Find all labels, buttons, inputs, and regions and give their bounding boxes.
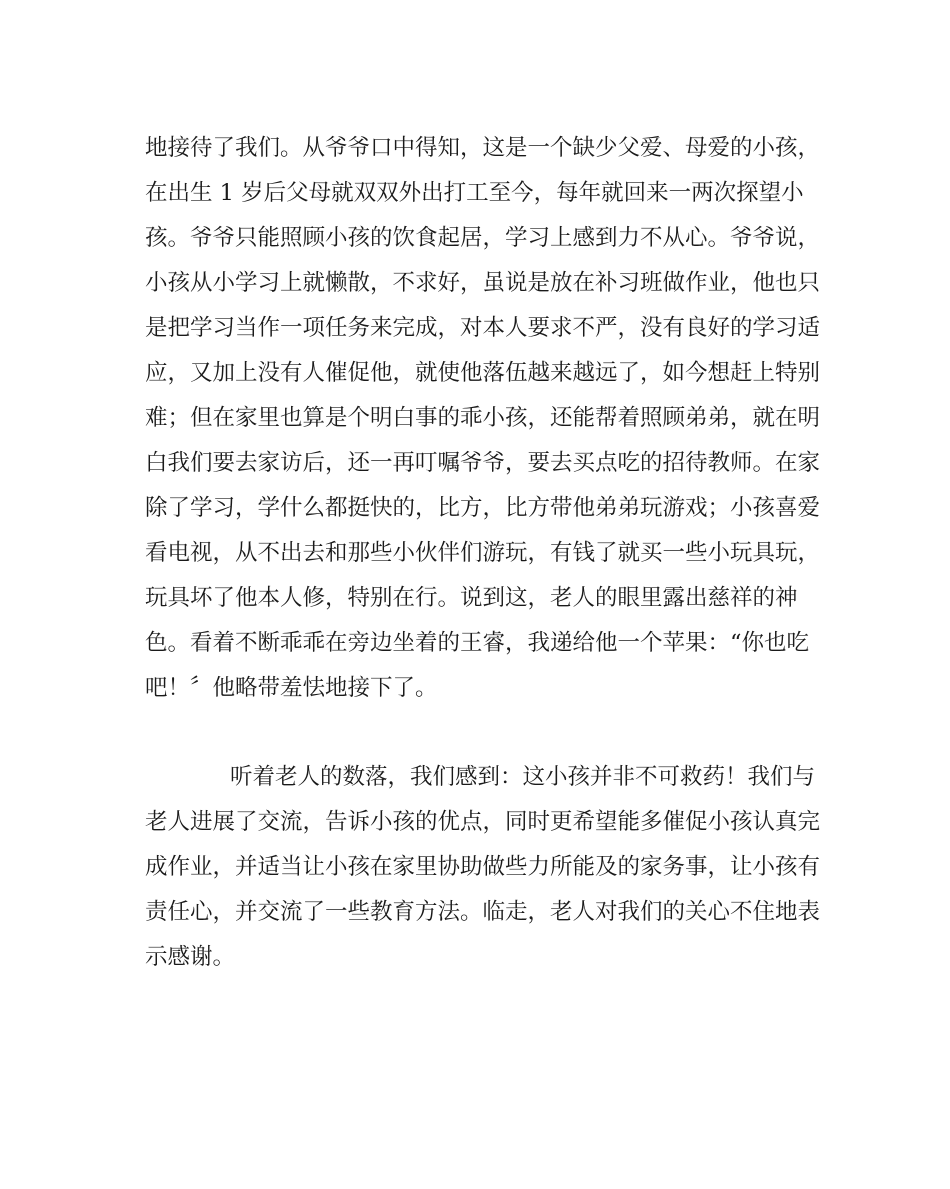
paragraph-line: 成作业，并适当让小孩在家里协助做些力所能及的家务事，让小孩有 <box>145 854 821 880</box>
paragraph-line: 是把学习当作一项任务来完成，对本人要求不严，没有良好的学习适 <box>145 315 821 341</box>
paragraph-line: 责任心，并交流了一些教育方法。临走，老人对我们的关心不住地表 <box>145 899 821 925</box>
paragraph-line: 吧！〞他略带羞怯地接下了。 <box>145 675 438 701</box>
paragraph-line: 白我们要去家访后，还一再叮嘱爷爷，要去买点吃的招待教师。在家 <box>145 450 821 476</box>
paragraph-line: 老人进展了交流，告诉小孩的优点，同时更希望能多催促小孩认真完 <box>145 809 821 835</box>
paragraph-line: 听着老人的数落，我们感到：这小孩并非不可救药！我们与 <box>230 764 816 790</box>
paragraph-line: 玩具坏了他本人修，特别在行。说到这，老人的眼里露出慈祥的神 <box>145 585 798 611</box>
paragraph-line: 示感谢。 <box>145 944 236 970</box>
paragraph-line: 地接待了我们。从爷爷口中得知，这是一个缺少父爱、母爱的小孩， <box>145 135 821 161</box>
paragraph-line: 难；但在家里也算是个明白事的乖小孩，还能帮着照顾弟弟，就在明 <box>145 405 821 431</box>
paragraph-1 <box>145 126 821 711</box>
paragraph-line: 孩。爷爷只能照顾小孩的饮食起居，学习上感到力不从心。爷爷说， <box>145 225 821 251</box>
paragraph-line: 小孩从小学习上就懒散，不求好，虽说是放在补习班做作业，他也只 <box>145 270 821 296</box>
paragraph-line: 在出生 1 岁后父母就双双外出打工至今，每年就回来一两次探望小 <box>145 180 804 206</box>
paragraph-line: 看电视，从不出去和那些小伙伴们游玩，有钱了就买一些小玩具玩， <box>145 540 821 566</box>
paragraph-line: 除了学习，学什么都挺快的，比方，比方带他弟弟玩游戏；小孩喜爱 <box>145 495 821 521</box>
paragraph-line: 应，又加上没有人催促他，就使他落伍越来越远了，如今想赶上特别 <box>145 360 821 386</box>
paragraph-2 <box>145 755 821 980</box>
paragraph-line: 色。看着不断乖乖在旁边坐着的王睿，我递给他一个苹果：“你也吃 <box>145 630 810 656</box>
